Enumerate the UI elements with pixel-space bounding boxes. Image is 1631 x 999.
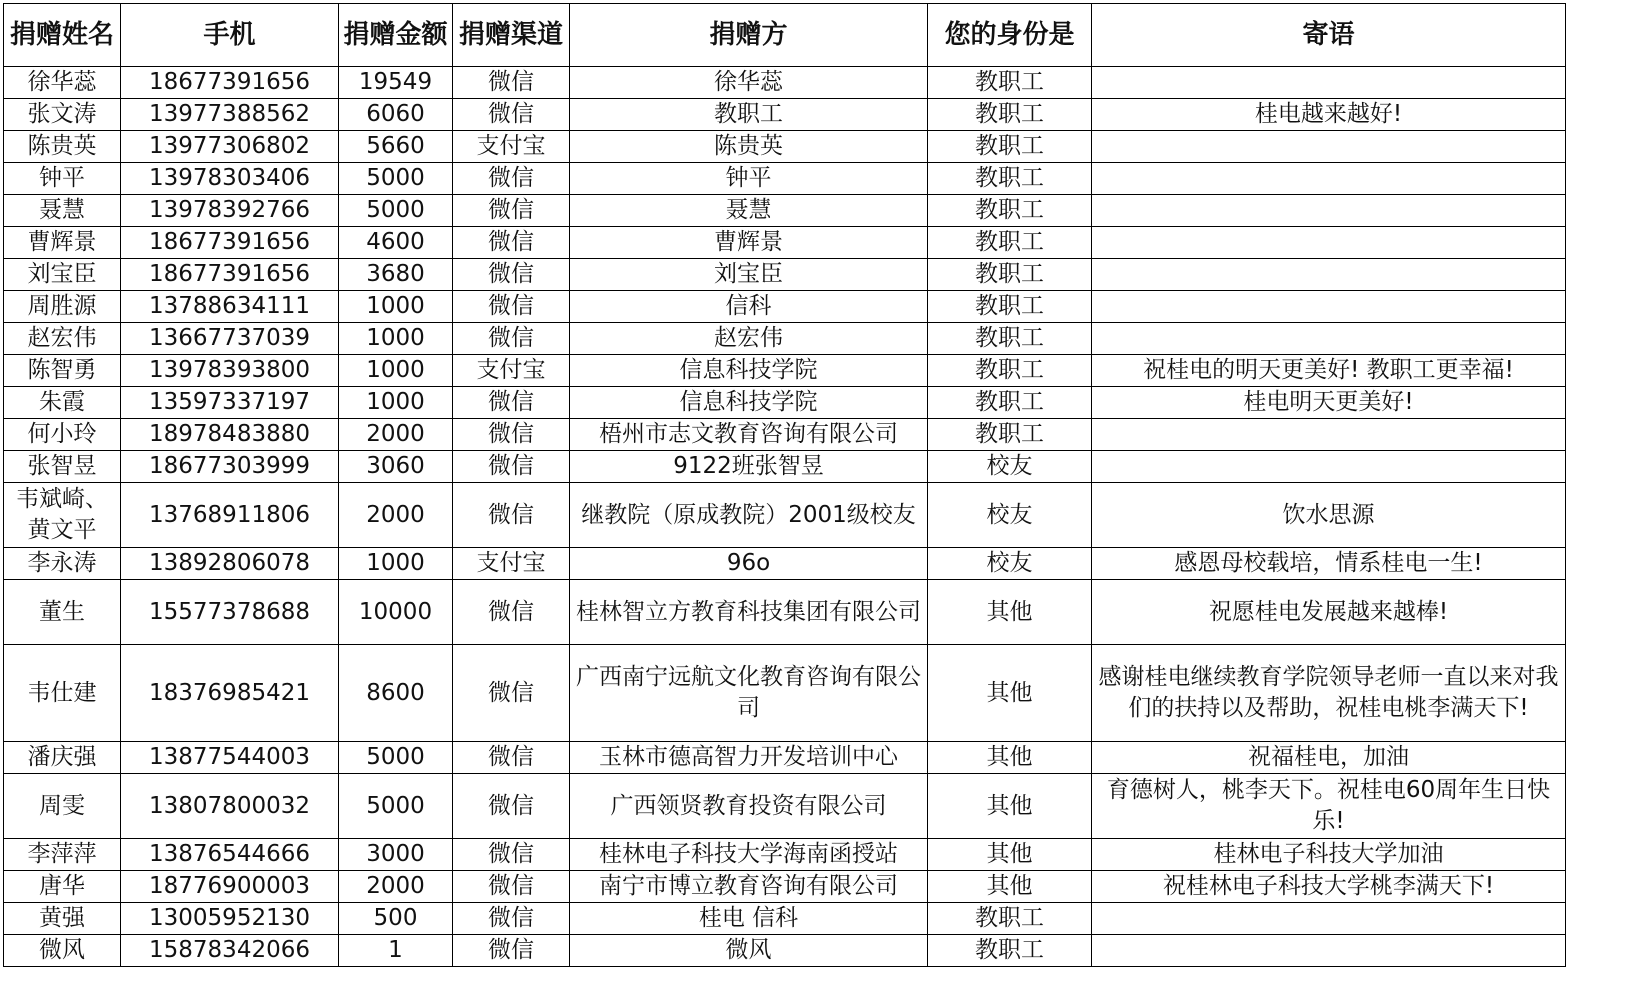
cell-phone: 13005952130: [121, 903, 339, 935]
header-donor-party: 捐赠方: [570, 4, 928, 67]
cell-donor-name: 何小玲: [4, 419, 121, 451]
cell-donor-name: 韦斌崎、黄文平: [4, 483, 121, 548]
cell-phone: 13667737039: [121, 323, 339, 355]
cell-channel: 微信: [453, 580, 570, 645]
cell-donor-party: 南宁市博立教育咨询有限公司: [570, 871, 928, 903]
table-row: [4, 291, 1566, 323]
cell-amount: 5000: [339, 742, 453, 774]
cell-amount: 3060: [339, 451, 453, 483]
cell-channel: 微信: [453, 323, 570, 355]
cell-donor-name: 唐华: [4, 871, 121, 903]
cell-identity: 其他: [928, 839, 1092, 871]
cell-identity: 校友: [928, 483, 1092, 548]
cell-channel: 微信: [453, 935, 570, 967]
cell-identity: 教职工: [928, 163, 1092, 195]
cell-identity: 教职工: [928, 291, 1092, 323]
header-message: 寄语: [1092, 4, 1566, 67]
cell-phone: 18677391656: [121, 227, 339, 259]
cell-donor-name: 陈贵英: [4, 131, 121, 163]
cell-channel: 微信: [453, 483, 570, 548]
header-channel: 捐赠渠道: [453, 4, 570, 67]
cell-identity: 教职工: [928, 259, 1092, 291]
cell-identity: 教职工: [928, 935, 1092, 967]
cell-message: [1092, 291, 1566, 323]
table-row: [4, 548, 1566, 580]
cell-channel: 微信: [453, 451, 570, 483]
cell-amount: 3680: [339, 259, 453, 291]
cell-amount: 1000: [339, 291, 453, 323]
cell-phone: 13978392766: [121, 195, 339, 227]
header-identity: 您的身份是: [928, 4, 1092, 67]
cell-donor-party: 桂电 信科: [570, 903, 928, 935]
cell-amount: 1000: [339, 323, 453, 355]
cell-identity: 校友: [928, 548, 1092, 580]
cell-message: [1092, 419, 1566, 451]
cell-message: [1092, 227, 1566, 259]
cell-identity: 教职工: [928, 227, 1092, 259]
cell-identity: 教职工: [928, 131, 1092, 163]
cell-phone: 13788634111: [121, 291, 339, 323]
cell-donor-party: 教职工: [570, 99, 928, 131]
cell-identity: 教职工: [928, 903, 1092, 935]
cell-message: 祝福桂电，加油: [1092, 742, 1566, 774]
cell-amount: 5000: [339, 774, 453, 839]
cell-donor-name: 曹辉景: [4, 227, 121, 259]
cell-donor-name: 李永涛: [4, 548, 121, 580]
cell-amount: 2000: [339, 483, 453, 548]
table-row: [4, 227, 1566, 259]
cell-phone: 13977388562: [121, 99, 339, 131]
cell-donor-name: 韦仕建: [4, 645, 121, 742]
cell-donor-name: 钟平: [4, 163, 121, 195]
cell-channel: 微信: [453, 259, 570, 291]
cell-message: 桂林电子科技大学加油: [1092, 839, 1566, 871]
cell-message: [1092, 903, 1566, 935]
cell-donor-name: 微风: [4, 935, 121, 967]
table-row: [4, 259, 1566, 291]
cell-identity: 校友: [928, 451, 1092, 483]
cell-message: [1092, 195, 1566, 227]
cell-phone: 13978393800: [121, 355, 339, 387]
cell-amount: 5660: [339, 131, 453, 163]
cell-amount: 4600: [339, 227, 453, 259]
cell-message: [1092, 451, 1566, 483]
cell-donor-name: 潘庆强: [4, 742, 121, 774]
cell-channel: 微信: [453, 774, 570, 839]
table-row: [4, 483, 1566, 548]
cell-identity: 教职工: [928, 419, 1092, 451]
cell-message: 祝桂电的明天更美好! 教职工更幸福!: [1092, 355, 1566, 387]
cell-amount: 1000: [339, 387, 453, 419]
cell-donor-party: 广西南宁远航文化教育咨询有限公司: [570, 645, 928, 742]
cell-channel: 微信: [453, 839, 570, 871]
cell-phone: 13978303406: [121, 163, 339, 195]
cell-message: 育德树人，桃李天下。祝桂电60周年生日快乐!: [1092, 774, 1566, 839]
cell-phone: 15577378688: [121, 580, 339, 645]
cell-donor-name: 张智昱: [4, 451, 121, 483]
cell-amount: 8600: [339, 645, 453, 742]
cell-phone: 15878342066: [121, 935, 339, 967]
cell-donor-name: 董生: [4, 580, 121, 645]
cell-message: 感谢桂电继续教育学院领导老师一直以来对我们的扶持以及帮助，祝桂电桃李满天下!: [1092, 645, 1566, 742]
cell-phone: 13876544666: [121, 839, 339, 871]
cell-donor-party: 钟平: [570, 163, 928, 195]
cell-identity: 其他: [928, 871, 1092, 903]
cell-channel: 支付宝: [453, 355, 570, 387]
cell-donor-party: 信科: [570, 291, 928, 323]
cell-message: [1092, 935, 1566, 967]
table-row: [4, 163, 1566, 195]
cell-channel: 微信: [453, 67, 570, 99]
cell-message: [1092, 259, 1566, 291]
cell-donor-party: 继教院（原成教院）2001级校友: [570, 483, 928, 548]
cell-channel: 微信: [453, 871, 570, 903]
cell-channel: 支付宝: [453, 548, 570, 580]
cell-identity: 教职工: [928, 387, 1092, 419]
cell-donor-name: 周雯: [4, 774, 121, 839]
cell-donor-party: 信息科技学院: [570, 355, 928, 387]
cell-phone: 13807800032: [121, 774, 339, 839]
cell-message: [1092, 67, 1566, 99]
cell-amount: 10000: [339, 580, 453, 645]
cell-message: [1092, 163, 1566, 195]
cell-identity: 其他: [928, 742, 1092, 774]
table-row: [4, 355, 1566, 387]
cell-donor-name: 聂慧: [4, 195, 121, 227]
cell-channel: 微信: [453, 163, 570, 195]
cell-channel: 微信: [453, 291, 570, 323]
cell-amount: 1000: [339, 548, 453, 580]
cell-identity: 其他: [928, 645, 1092, 742]
cell-phone: 18978483880: [121, 419, 339, 451]
cell-donor-party: 陈贵英: [570, 131, 928, 163]
cell-channel: 微信: [453, 387, 570, 419]
table-row: [4, 451, 1566, 483]
cell-phone: 13977306802: [121, 131, 339, 163]
cell-identity: 教职工: [928, 67, 1092, 99]
cell-channel: 微信: [453, 645, 570, 742]
cell-amount: 1: [339, 935, 453, 967]
cell-donor-party: 徐华蕊: [570, 67, 928, 99]
cell-phone: 18376985421: [121, 645, 339, 742]
table-row: [4, 419, 1566, 451]
table-row: [4, 645, 1566, 742]
cell-donor-name: 陈智勇: [4, 355, 121, 387]
cell-phone: 18677391656: [121, 259, 339, 291]
cell-message: 饮水思源: [1092, 483, 1566, 548]
cell-donor-party: 聂慧: [570, 195, 928, 227]
cell-amount: 1000: [339, 355, 453, 387]
cell-message: [1092, 131, 1566, 163]
table-row: [4, 903, 1566, 935]
cell-donor-party: 桂林电子科技大学海南函授站: [570, 839, 928, 871]
cell-channel: 微信: [453, 419, 570, 451]
cell-channel: 微信: [453, 227, 570, 259]
cell-phone: 13597337197: [121, 387, 339, 419]
cell-donor-name: 黄强: [4, 903, 121, 935]
table-row: [4, 387, 1566, 419]
header-row: [4, 4, 1566, 67]
cell-message: 祝愿桂电发展越来越棒!: [1092, 580, 1566, 645]
cell-donor-party: 曹辉景: [570, 227, 928, 259]
cell-donor-party: 玉林市德高智力开发培训中心: [570, 742, 928, 774]
cell-amount: 500: [339, 903, 453, 935]
cell-donor-name: 周胜源: [4, 291, 121, 323]
cell-identity: 教职工: [928, 323, 1092, 355]
cell-message: 祝桂林电子科技大学桃李满天下!: [1092, 871, 1566, 903]
cell-message: [1092, 323, 1566, 355]
cell-donor-name: 李萍萍: [4, 839, 121, 871]
cell-phone: 18776900003: [121, 871, 339, 903]
cell-channel: 微信: [453, 195, 570, 227]
cell-donor-name: 赵宏伟: [4, 323, 121, 355]
table-row: [4, 99, 1566, 131]
cell-donor-name: 朱霞: [4, 387, 121, 419]
cell-identity: 教职工: [928, 195, 1092, 227]
cell-identity: 其他: [928, 580, 1092, 645]
cell-channel: 微信: [453, 99, 570, 131]
table-row: [4, 67, 1566, 99]
cell-donor-party: 赵宏伟: [570, 323, 928, 355]
cell-identity: 教职工: [928, 355, 1092, 387]
cell-message: 桂电明天更美好!: [1092, 387, 1566, 419]
cell-phone: 13877544003: [121, 742, 339, 774]
cell-identity: 教职工: [928, 99, 1092, 131]
cell-message: 感恩母校载培，情系桂电一生!: [1092, 548, 1566, 580]
cell-amount: 6060: [339, 99, 453, 131]
header-amount: 捐赠金额: [339, 4, 453, 67]
cell-amount: 2000: [339, 419, 453, 451]
table-row: [4, 323, 1566, 355]
cell-message: 桂电越来越好!: [1092, 99, 1566, 131]
cell-phone: 13768911806: [121, 483, 339, 548]
cell-donor-name: 徐华蕊: [4, 67, 121, 99]
table-row: [4, 131, 1566, 163]
cell-channel: 微信: [453, 742, 570, 774]
cell-donor-party: 刘宝臣: [570, 259, 928, 291]
table-row: [4, 935, 1566, 967]
cell-donor-party: 9122班张智昱: [570, 451, 928, 483]
table-row: [4, 871, 1566, 903]
cell-phone: 18677303999: [121, 451, 339, 483]
cell-identity: 其他: [928, 774, 1092, 839]
cell-amount: 5000: [339, 195, 453, 227]
cell-donor-party: 信息科技学院: [570, 387, 928, 419]
cell-amount: 19549: [339, 67, 453, 99]
cell-donor-party: 微风: [570, 935, 928, 967]
cell-amount: 5000: [339, 163, 453, 195]
header-phone: 手机: [121, 4, 339, 67]
cell-amount: 2000: [339, 871, 453, 903]
cell-channel: 支付宝: [453, 131, 570, 163]
header-donor-name: 捐赠姓名: [4, 4, 121, 67]
table-row: [4, 195, 1566, 227]
table-row: [4, 742, 1566, 774]
cell-amount: 3000: [339, 839, 453, 871]
table-row: [4, 839, 1566, 871]
cell-donor-party: 梧州市志文教育咨询有限公司: [570, 419, 928, 451]
cell-donor-party: 广西领贤教育投资有限公司: [570, 774, 928, 839]
cell-donor-name: 张文涛: [4, 99, 121, 131]
cell-donor-party: 96o: [570, 548, 928, 580]
table-row: [4, 580, 1566, 645]
cell-donor-party: 桂林智立方教育科技集团有限公司: [570, 580, 928, 645]
cell-phone: 13892806078: [121, 548, 339, 580]
cell-channel: 微信: [453, 903, 570, 935]
donation-table: [3, 3, 1566, 967]
cell-phone: 18677391656: [121, 67, 339, 99]
cell-donor-name: 刘宝臣: [4, 259, 121, 291]
table-row: [4, 774, 1566, 839]
